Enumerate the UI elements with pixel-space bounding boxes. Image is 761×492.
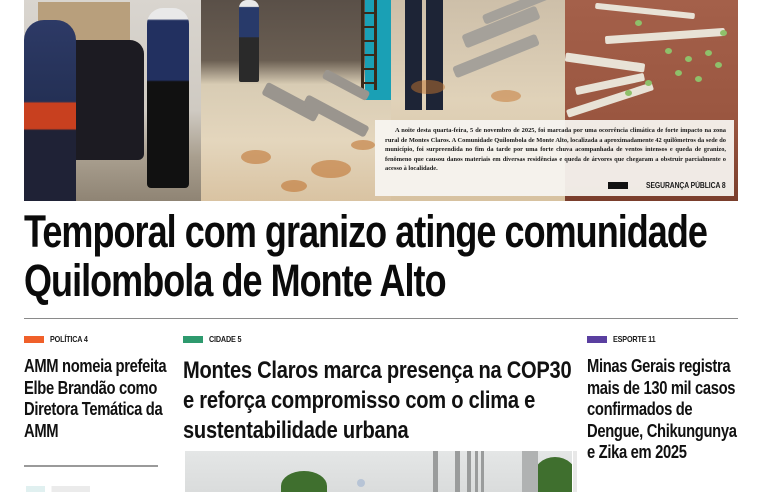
section-tag [24,333,169,345]
story-politica[interactable] [24,333,169,442]
section-tag [183,333,573,345]
story-title[interactable]: AMM nomeia prefeita Elbe Brandão como Diretora Temática da AMM [24,356,167,441]
hero-photo-collage[interactable] [24,0,738,201]
section-label: POLÍTICA 4 [50,334,88,344]
headline-divider [24,318,738,319]
story-esporte[interactable] [587,333,738,464]
section-label: ESPORTE 11 [613,334,656,344]
headline-line-2: Quilombola de Monte Alto [24,255,446,306]
story-title[interactable]: Montes Claros marca presença na COP30 e reforça compromisso com o clima e sustentabilidade urbana [183,357,572,444]
section-label: CIDADE 5 [209,334,242,344]
section-color-bar [183,336,203,343]
section-color-bar [587,336,607,343]
column-separator [573,451,577,492]
story-cidade[interactable] [183,333,573,446]
main-headline[interactable] [24,206,707,306]
credit-marker [608,182,628,189]
photo-panel-damaged-floor [201,0,391,201]
section-color-bar [24,336,44,343]
photo-caption [375,120,734,196]
credit-label: SEGURANÇA PÚBLICA 8 [646,181,726,190]
next-section-tag-cutoff [26,486,90,492]
headline-line-1: Temporal com granizo atinge comunidade [24,206,707,257]
left-column-divider [24,465,158,467]
section-tag [587,333,738,345]
caption-text: A noite desta quarta-feira, 5 de novembro de 2025, foi marcada por uma ocorrência climática de forte impacto na zona rural de Montes Claros. A Comunidade Quilombola de Monte Alto, localizada a aproximadamente 42 quilômetros da sede do município, foi surpreendida no fim da tarde por uma forte chuva acompanhada de ventos intensos e queda de granizo, fenômeno que causou danos materiais em diversas residências e queda de árvores que chegaram a obstruir parcialmente o acesso à localidade. [385,127,726,173]
photo-credit[interactable] [608,181,726,190]
story-title[interactable]: Minas Gerais registra mais de 130 mil casos confirmados de Dengue, Chikungunya e Zika em 2025 [587,356,737,462]
photo-panel-inspectors [24,0,201,201]
cop30-story-photo[interactable] [185,451,572,492]
